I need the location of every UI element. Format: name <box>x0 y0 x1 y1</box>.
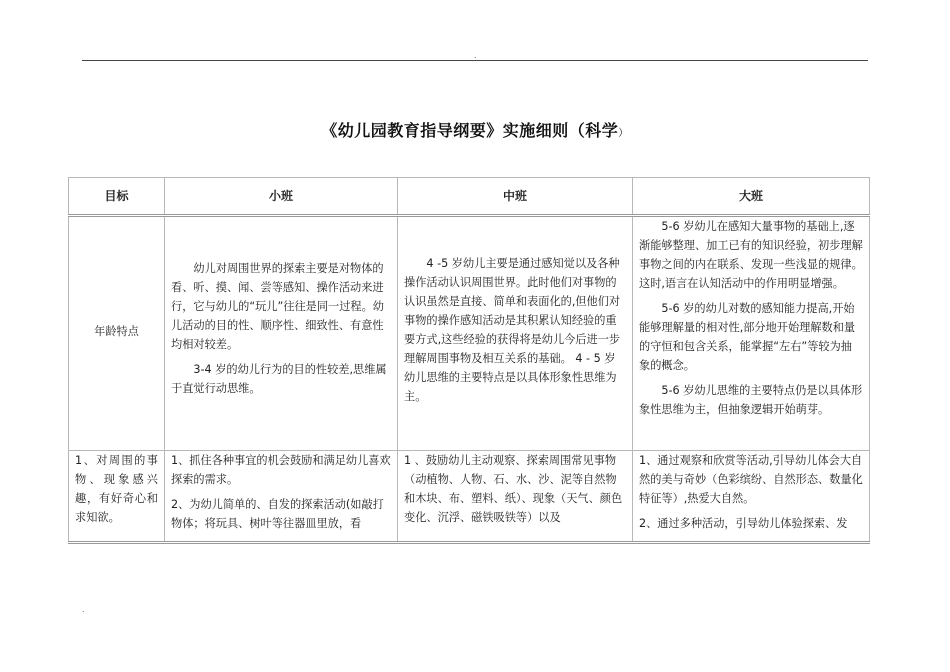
age-small-p1: 幼儿对周围世界的探索主要是对物体的看、听、摸、闻、尝等感知、操作活动来进行，它与幼儿的“玩儿”往往是同一过程。幼儿活动的目的性、顺序性、细致性、有意性均相对较差。 <box>171 262 384 351</box>
footer-dot: . <box>82 605 85 614</box>
age-row <box>69 216 870 451</box>
age-small-cell <box>165 216 398 451</box>
title-tail: ） <box>618 128 629 139</box>
age-label: 年龄特点 <box>94 325 139 338</box>
goal-row <box>69 451 870 543</box>
goal-label: 1、对周围的事物、现象感兴趣，有好奇心和求知欲。 <box>75 454 158 524</box>
col-header-middle: 中班 <box>398 178 633 216</box>
title-text: 《幼儿园教育指导纲要》实施细则（科学 <box>321 121 619 140</box>
goal-large-cell <box>633 451 870 543</box>
goal-label-cell <box>69 451 165 543</box>
curriculum-table <box>68 177 870 544</box>
goal-middle-cell <box>398 451 633 543</box>
age-small-p2: 3-4 岁的幼儿行为的目的性较差,思维属于直觉行动思维。 <box>171 363 387 395</box>
age-large-p1: 5-6 岁幼儿在感知大量事物的基础上,逐渐能够整理、加工已有的知识经验，初步理解事物之间的内在联系、发现一些浅显的规律。这时,语言在认知活动中的作用明显增强。 <box>639 220 863 290</box>
goal-small-cell <box>165 451 398 543</box>
header-row <box>69 178 870 216</box>
header-dot: . <box>474 51 477 60</box>
goal-small-p2: 2、为幼儿简单的、自发的探索活动(如敲打物体；将玩具、树叶等往器皿里放，看 <box>171 498 384 530</box>
goal-large-p1: 1、通过观察和欣赏等活动,引导幼儿体会大自然的美与奇妙（色彩缤纷、自然形态、数量化特征等）,热爱大自然。 <box>639 454 863 505</box>
age-large-p3: 5-6 岁幼儿思维的主要特点仍是以具体形象性思维为主，但抽象逻辑开始萌芽。 <box>639 384 863 416</box>
age-large-p2: 5-6 岁的幼儿对数的感知能力提高,开始能够理解量的相对性,部分地开始理解数和量的守恒和包含关系，能掌握“左右”等较为抽象的概念。 <box>639 302 856 372</box>
age-label-cell <box>69 216 165 451</box>
document-title <box>0 118 950 141</box>
col-header-large: 大班 <box>633 178 870 216</box>
age-large-cell <box>633 216 870 451</box>
age-middle-p1: 4 -5 岁幼儿主要是通过感知觉以及各种操作活动认识周围世界。此时他们对事物的认识虽然是直接、简单和表面化的,但他们对事物的操作感知活动是其积累认知经验的重要方式,这些经验的获得将是幼儿今后进一步理解周围事物及相互关系的基础。 4 - 5 岁幼儿思维的主要特点是以具体形象性思维为主。 <box>404 257 621 403</box>
goal-small-p1: 1、抓住各种事宜的机会鼓励和满足幼儿喜欢探索的需求。 <box>171 454 391 486</box>
goal-large-p2: 2、通过多种活动，引导幼儿体验探索、发 <box>639 517 848 530</box>
header-rule <box>82 60 868 61</box>
col-header-goal: 目标 <box>69 178 165 216</box>
age-middle-cell <box>398 216 633 451</box>
goal-middle-p1: 1 、鼓励幼儿主动观察、探索周围常见事物（动植物、人物、石、水、沙、泥等自然物和木块、布、塑料、纸）、现象（天气、颜色变化、沉浮、磁铁吸铁等）以及 <box>404 454 623 524</box>
col-header-small: 小班 <box>165 178 398 216</box>
